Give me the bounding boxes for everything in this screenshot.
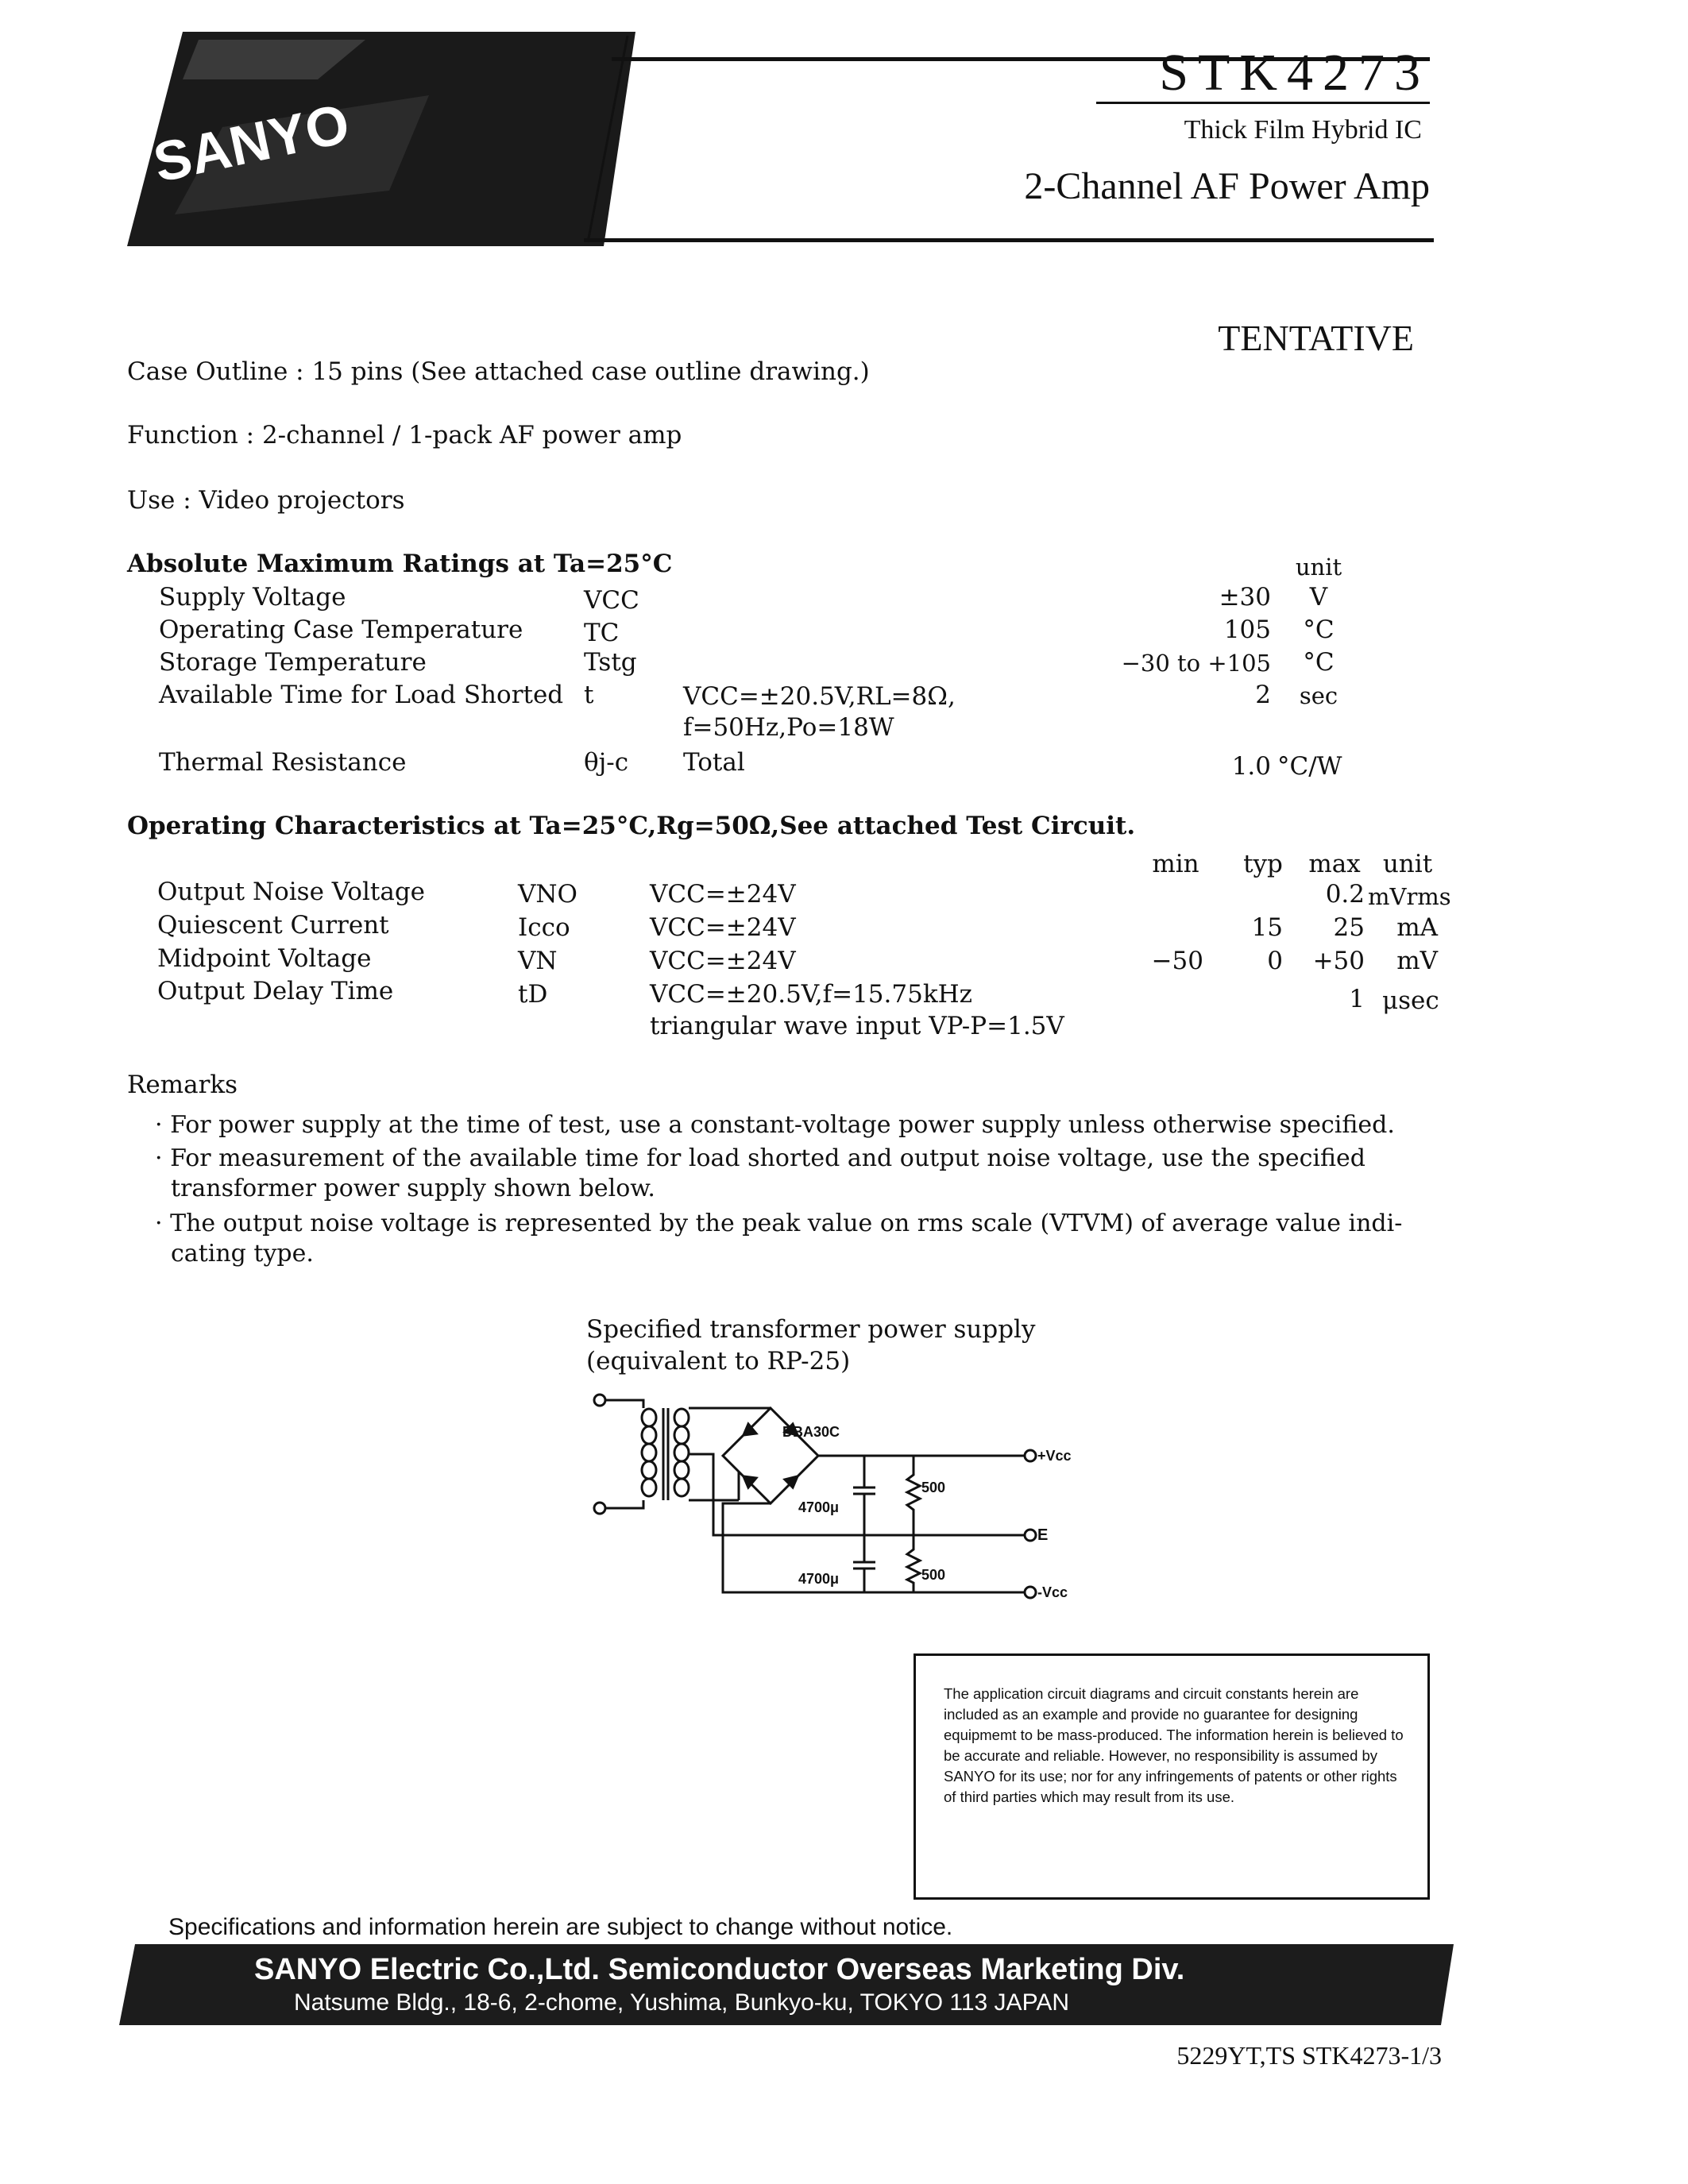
part-number-rule <box>1096 102 1430 104</box>
abs-max-symbol: Tstg <box>584 648 637 677</box>
abs-max-unit: °C/W <box>1277 752 1342 781</box>
case-outline: Case Outline : 15 pins (See attached case outline drawing.) <box>127 357 870 386</box>
change-notice: Specifications and information herein are subject to change without notice. <box>168 1914 953 1940</box>
circuit-caption: Specified transformer power supply <box>586 1315 1036 1344</box>
op-char-param: Quiescent Current <box>157 911 389 940</box>
abs-max-value: −30 to +105 <box>1121 650 1271 677</box>
op-char-max: 25 <box>1333 913 1365 942</box>
remark-item: · For power supply at the time of test, use a constant-voltage power supply unless otherwise specified. <box>155 1111 1395 1139</box>
op-char-typ: 15 <box>1251 913 1283 942</box>
abs-max-value: 2 <box>1255 681 1271 709</box>
abs-max-symbol: θj-c <box>584 748 629 777</box>
remark-item: · For measurement of the available time for load shorted and output noise voltage, use the specified <box>155 1144 1365 1172</box>
remark-item-continued: cating type. <box>171 1240 314 1268</box>
op-char-symbol: VNO <box>518 880 577 909</box>
op-char-max: +50 <box>1312 947 1365 975</box>
resistor-2-label: 500 <box>921 1567 946 1583</box>
part-number: STK4273 <box>1159 44 1430 102</box>
op-char-param: Output Noise Voltage <box>157 878 426 906</box>
op-char-unit: μsec <box>1382 986 1439 1015</box>
remark-item: · The output noise voltage is represented by the peak value on rms scale (VTVM) of average value indi- <box>155 1210 1403 1237</box>
op-char-max-header: max <box>1308 850 1361 878</box>
op-char-min: −50 <box>1151 947 1203 975</box>
op-char-symbol: Icco <box>518 913 570 942</box>
logo-text: SANYO <box>148 91 355 195</box>
op-char-symbol: tD <box>518 980 548 1009</box>
op-char-condition: VCC=±24V <box>650 947 796 975</box>
abs-max-condition: Total <box>683 748 745 777</box>
op-char-typ: 0 <box>1267 947 1283 975</box>
abs-max-symbol: VCC <box>584 586 639 615</box>
abs-max-value: 105 <box>1223 615 1271 644</box>
device-title: 2-Channel AF Power Amp <box>1024 165 1430 207</box>
op-char-heading: Operating Characteristics at Ta=25°C,Rg=50Ω,See attached Test Circuit. <box>127 812 1136 840</box>
circuit-caption-sub: (equivalent to RP-25) <box>586 1347 851 1376</box>
abs-max-param: Supply Voltage <box>159 583 346 612</box>
company-address: Natsume Bldg., 18-6, 2-chome, Yushima, Bunkyo-ku, TOKYO 113 JAPAN <box>294 1989 1070 2016</box>
abs-max-condition: VCC=±20.5V,RL=8Ω, <box>683 682 956 711</box>
device-type: Thick Film Hybrid IC <box>1184 115 1422 145</box>
disclaimer-text: The application circuit diagrams and circuit constants herein are included as an example and provide no guarantee for designing equipmemt to be mass-produced. The information herein is believed to be accurate and reliable. However, no responsibility is assumed by SANYO for its use; nor for any infringements of patents or other rights of third parties which may result from its use. <box>944 1685 1404 1805</box>
op-char-condition: VCC=±20.5V,f=15.75kHz <box>650 980 972 1009</box>
document-code: 5229YT,TS STK4273-1/3 <box>1176 2041 1442 2070</box>
abs-max-unit: °C <box>1303 648 1335 677</box>
op-char-unit: mA <box>1396 913 1438 942</box>
abs-max-param: Available Time for Load Shorted <box>159 681 564 709</box>
abs-max-unit: V <box>1309 583 1328 612</box>
abs-max-param: Storage Temperature <box>159 648 427 677</box>
op-char-param: Midpoint Voltage <box>157 944 372 973</box>
op-char-condition: VCC=±24V <box>650 880 796 909</box>
abs-max-symbol: TC <box>584 619 620 647</box>
abs-max-param: Thermal Resistance <box>159 748 407 777</box>
header-bottom-rule <box>584 238 1434 242</box>
op-char-max: 1 <box>1349 985 1365 1013</box>
capacitor-2-label: 4700μ <box>798 1571 840 1587</box>
op-char-unit: mV <box>1396 947 1438 975</box>
abs-max-condition-line2: f=50Hz,Po=18W <box>683 713 894 742</box>
op-char-min-header: min <box>1152 850 1199 878</box>
op-char-typ-header: typ <box>1243 850 1283 878</box>
abs-max-param: Operating Case Temperature <box>159 615 523 644</box>
op-char-condition: VCC=±24V <box>650 913 796 942</box>
abs-max-value: 1.0 <box>1231 752 1271 781</box>
op-char-unit-header: unit <box>1382 850 1433 878</box>
abs-max-value: ±30 <box>1219 583 1271 612</box>
company-name: SANYO Electric Co.,Ltd. Semiconductor Overseas Marketing Div. <box>254 1953 1185 1986</box>
op-char-unit: mVrms <box>1368 883 1451 910</box>
remarks-heading: Remarks <box>127 1071 238 1099</box>
op-char-max: 0.2 <box>1325 880 1365 909</box>
negative-supply-label: -Vcc <box>1037 1584 1068 1600</box>
bridge-label: DBA30C <box>782 1424 840 1440</box>
abs-max-heading: Absolute Maximum Ratings at Ta=25°C <box>127 550 673 578</box>
header-slant-line <box>584 32 632 246</box>
abs-max-unit: sec <box>1299 682 1338 709</box>
abs-max-unit-header: unit <box>1295 554 1342 581</box>
positive-supply-label: +Vcc <box>1037 1448 1072 1464</box>
ground-label: E <box>1037 1526 1049 1544</box>
abs-max-symbol: t <box>584 681 594 709</box>
abs-max-unit: °C <box>1303 615 1335 644</box>
use: Use : Video projectors <box>127 486 405 515</box>
op-char-condition-line2: triangular wave input VP-P=1.5V <box>650 1012 1064 1040</box>
function: Function : 2-channel / 1-pack AF power amp <box>127 421 682 450</box>
tentative-label: TENTATIVE <box>1218 318 1414 358</box>
op-char-param: Output Delay Time <box>157 977 394 1005</box>
resistor-1-label: 500 <box>921 1480 946 1495</box>
remark-item-continued: transformer power supply shown below. <box>171 1175 655 1202</box>
op-char-symbol: VN <box>518 947 558 975</box>
capacitor-1-label: 4700μ <box>798 1499 840 1515</box>
